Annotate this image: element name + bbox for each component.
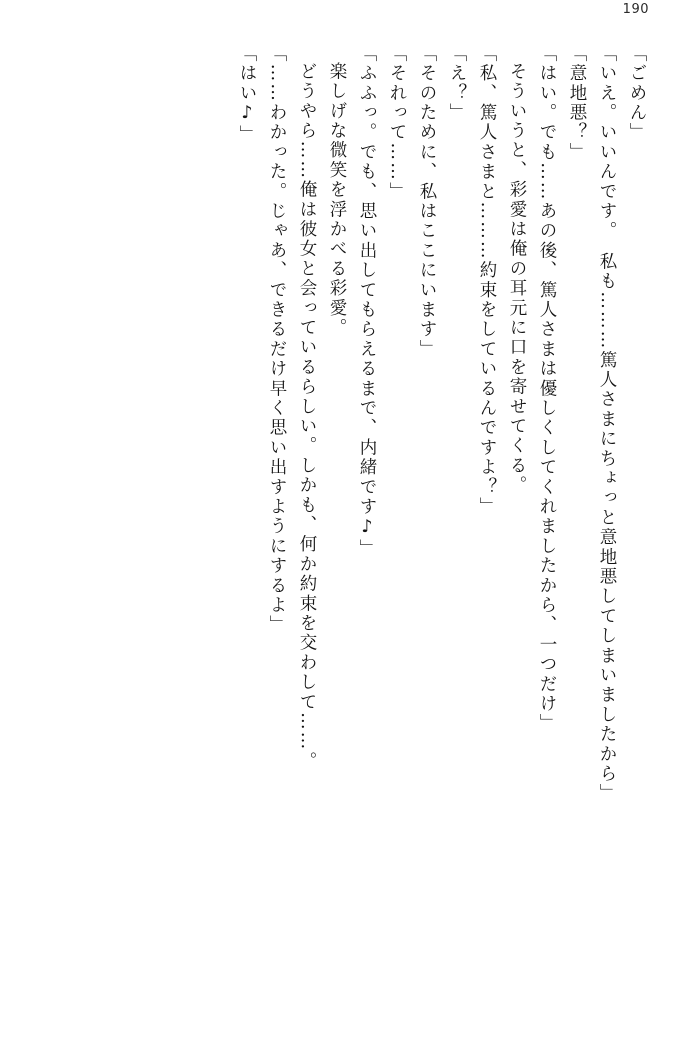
text-line: 「私、篤人さまと………約束をしているんですよ？」	[477, 44, 497, 517]
text-line: 「ふふっ。でも、思い出してもらえるまで、内緒です♪」	[357, 44, 377, 559]
text-line: どうやら……俺は彼女と会っているらしい。しかも、何か約束を交わして……。	[297, 62, 317, 772]
text-line: そういうと、彩愛は俺の耳元に口を寄せてくる。	[507, 62, 527, 496]
text-line: 「……わかった。じゃあ、できるだけ早く思い出すようにするよ」	[267, 44, 287, 635]
text-line: 「はい♪」	[237, 44, 257, 145]
vertical-text-body	[34, 44, 645, 1010]
text-line: 楽しげな微笑を浮かべる彩愛。	[327, 62, 347, 338]
text-line: 「ごめん」	[627, 44, 647, 143]
text-line: 「それって……」	[387, 44, 407, 202]
text-line: 「意地悪？」	[567, 44, 587, 163]
text-line: 「そのために、私はここにいます」	[417, 44, 437, 360]
page-number: 190	[622, 2, 649, 17]
text-line: 「いえ。いいんです。 私も………篤人さまにちょっと意地悪してしまいましたから」	[597, 44, 617, 804]
text-line: 「はい。でも……あの後、篤人さまは優しくしてくれましたから、一つだけ」	[537, 44, 557, 734]
text-line: 「え？」	[447, 44, 467, 123]
